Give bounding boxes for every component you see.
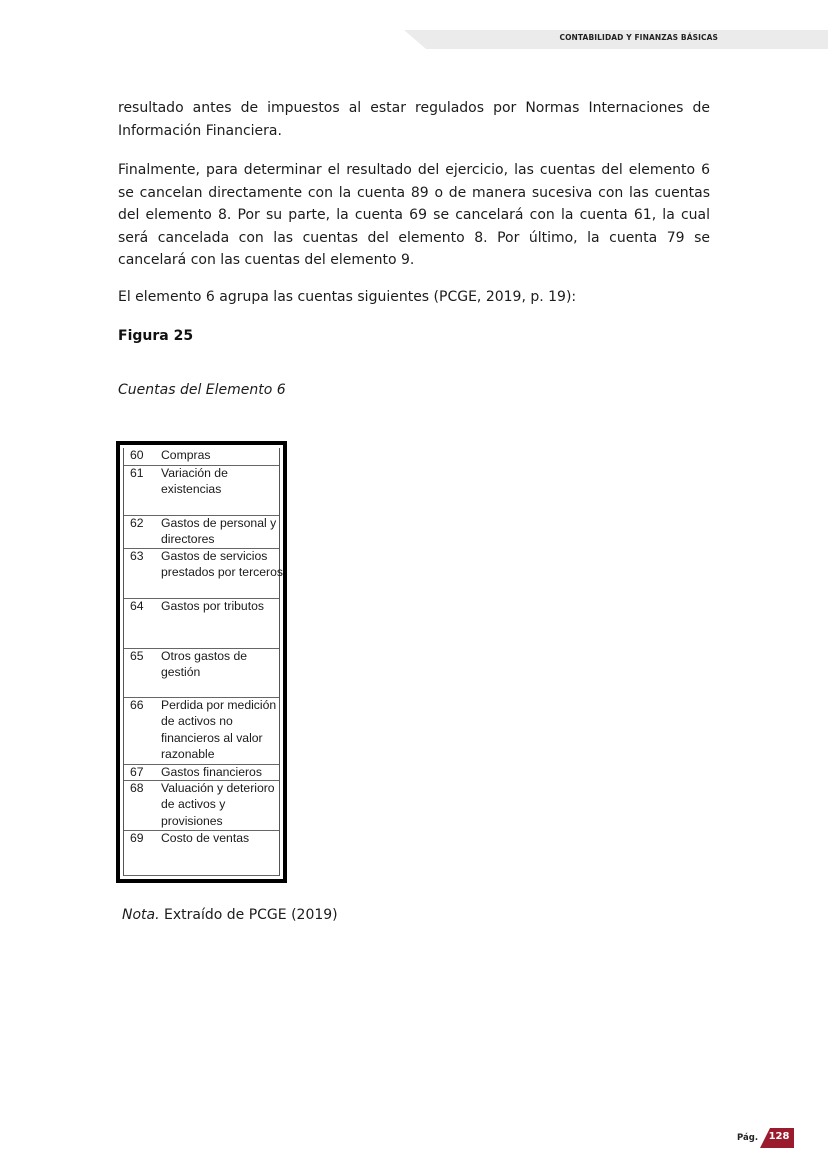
account-row	[124, 648, 279, 680]
account-row	[124, 830, 279, 845]
page-number: 128	[768, 1131, 790, 1142]
account-name: Valuación y deterioro de activos y provisiones	[161, 781, 275, 828]
account-code: 64	[130, 599, 144, 613]
note-label: Nota.	[122, 907, 160, 923]
table-bottom-rule	[124, 875, 279, 876]
page-prefix: Pág.	[737, 1133, 759, 1143]
body-paragraph-1: resultado antes de impuestos al estar regulados por Normas Internaciones de Información Financiera.	[118, 100, 710, 139]
account-code: 68	[130, 781, 144, 795]
account-code: 60	[130, 448, 144, 462]
account-code: 69	[130, 831, 144, 845]
body-paragraph-3: El elemento 6 agrupa las cuentas siguientes (PCGE, 2019, p. 19):	[118, 289, 577, 305]
account-name: Gastos de servicios prestados por terceros	[161, 549, 283, 580]
account-row	[124, 465, 279, 497]
account-name: Otros gastos de gestión	[161, 649, 248, 680]
account-name: Gastos financieros	[161, 765, 262, 779]
account-code: 63	[130, 549, 144, 563]
account-row	[124, 697, 279, 762]
account-code: 66	[130, 698, 144, 712]
account-code: 61	[130, 466, 144, 480]
account-name: Perdida por medición de activos no financieros al valor razonable	[161, 698, 277, 762]
account-code: 65	[130, 649, 144, 663]
account-row	[124, 548, 283, 580]
account-name: Gastos por tributos	[161, 599, 264, 613]
account-row	[124, 515, 279, 547]
account-name: Costo de ventas	[161, 831, 250, 845]
note-text: Extraído de PCGE (2019)	[164, 907, 338, 923]
running-header-title: CONTABILIDAD Y FINANZAS BÁSICAS	[559, 33, 718, 42]
body-paragraph-2: Finalmente, para determinar el resultado del ejercicio, las cuentas del elemento 6 se cancelan directamente con la cuenta 89 o de manera sucesiva con las cuentas del elemento 8. Por su parte, la cuenta 69 se cancelará con la cuenta 61, la cual será cancelada con las cuentas del elemento 8. Por último, la cuenta 79 se cancelará con las cuentas del elemento 9.	[118, 162, 710, 269]
figure-label: Figura 25	[118, 328, 194, 344]
figure-note	[122, 907, 338, 923]
account-code: 62	[130, 516, 144, 530]
account-code: 67	[130, 765, 144, 779]
account-name: Compras	[161, 448, 211, 462]
account-name: Variación de existencias	[161, 466, 228, 497]
account-name: Gastos de personal y directores	[161, 516, 277, 547]
accounts-table-image	[116, 441, 287, 883]
account-row	[124, 780, 279, 828]
account-row	[124, 598, 279, 613]
account-row	[124, 764, 279, 779]
figure-title: Cuentas del Elemento 6	[118, 382, 286, 398]
accounts-table	[123, 448, 283, 876]
